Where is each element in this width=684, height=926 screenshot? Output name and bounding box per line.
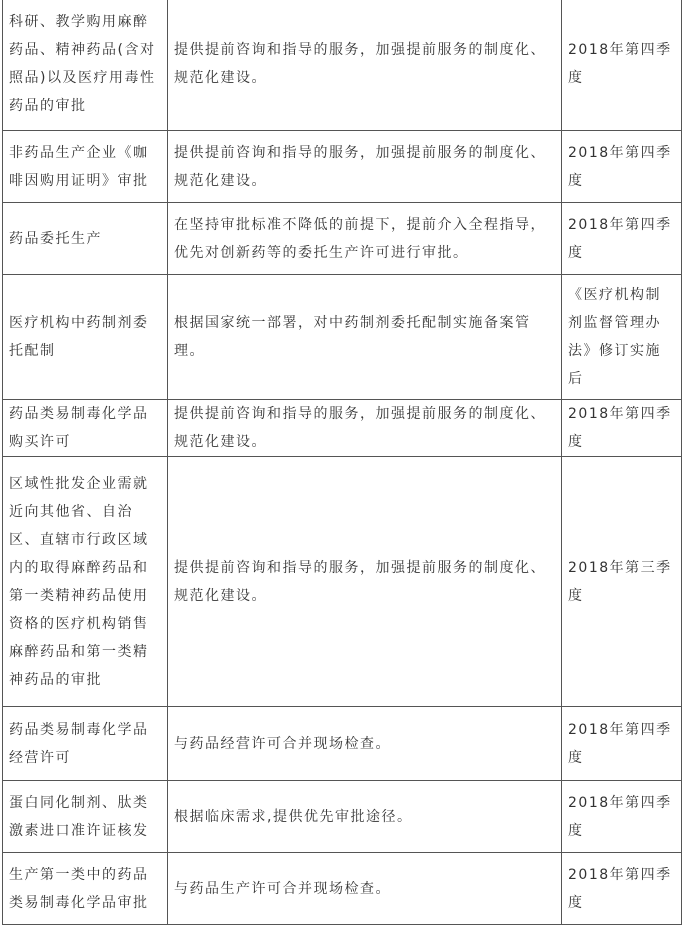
table-row: [3, 275, 682, 400]
row-measure: 提供提前咨询和指导的服务，加强提前服务的制度化、规范化建设。: [168, 0, 562, 131]
row-measure: 提供提前咨询和指导的服务，加强提前服务的制度化、规范化建设。: [168, 400, 562, 457]
table-row: [3, 781, 682, 853]
table-row: [3, 400, 682, 457]
row-measure: 根据临床需求,提供优先审批途径。: [168, 781, 562, 853]
row-time: 2018年第四季度: [562, 781, 682, 853]
row-measure: 与药品经营许可合并现场检查。: [168, 707, 562, 781]
row-item: 药品类易制毒化学品经营许可: [3, 707, 168, 781]
row-item: 药品委托生产: [3, 203, 168, 275]
table-row: [3, 457, 682, 707]
row-item: 蛋白同化制剂、肽类激素进口准许证核发: [3, 781, 168, 853]
row-item: 生产第一类中的药品类易制毒化学品审批: [3, 853, 168, 925]
row-item: 药品类易制毒化学品购买许可: [3, 400, 168, 457]
table-row: [3, 0, 682, 131]
approval-table: [2, 0, 682, 925]
row-time: 《医疗机构制剂监督管理办法》修订实施后: [562, 275, 682, 400]
row-item: 非药品生产企业《咖啡因购用证明》审批: [3, 131, 168, 203]
row-time: 2018年第四季度: [562, 400, 682, 457]
table-row: [3, 853, 682, 925]
table-row: [3, 203, 682, 275]
row-measure: 与药品生产许可合并现场检查。: [168, 853, 562, 925]
row-time: 2018年第四季度: [562, 0, 682, 131]
row-item: 医疗机构中药制剂委托配制: [3, 275, 168, 400]
row-time: 2018年第四季度: [562, 131, 682, 203]
row-item: 科研、教学购用麻醉药品、精神药品(含对照品)以及医疗用毒性药品的审批: [3, 0, 168, 131]
row-time: 2018年第三季度: [562, 457, 682, 707]
row-measure: 根据国家统一部署，对中药制剂委托配制实施备案管理。: [168, 275, 562, 400]
row-measure: 提供提前咨询和指导的服务，加强提前服务的制度化、规范化建设。: [168, 457, 562, 707]
row-time: 2018年第四季度: [562, 853, 682, 925]
row-time: 2018年第四季度: [562, 707, 682, 781]
table-row: [3, 707, 682, 781]
row-measure: 在坚持审批标准不降低的前提下，提前介入全程指导，优先对创新药等的委托生产许可进行审批。: [168, 203, 562, 275]
row-measure: 提供提前咨询和指导的服务，加强提前服务的制度化、规范化建设。: [168, 131, 562, 203]
table-row: [3, 131, 682, 203]
row-item: 区域性批发企业需就近向其他省、自治区、直辖市行政区域内的取得麻醉药品和第一类精神药品使用资格的医疗机构销售麻醉药品和第一类精神药品的审批: [3, 457, 168, 707]
row-time: 2018年第四季度: [562, 203, 682, 275]
